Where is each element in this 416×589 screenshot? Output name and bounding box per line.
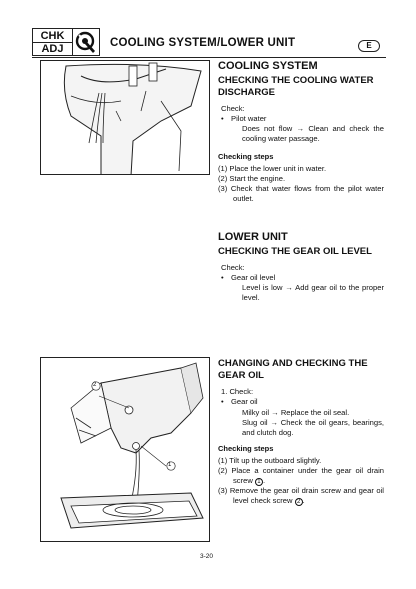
cooling-system-section	[218, 60, 384, 204]
adj-label: ADJ	[33, 42, 72, 55]
callout-2-ref: 2	[295, 498, 303, 506]
subsection-heading: CHECKING THE COOLING WATER DISCHARGE	[218, 75, 374, 98]
check-label: Check:	[221, 263, 245, 272]
step-item: (3) Check that water flows from the pilot water outlet.	[218, 184, 384, 203]
cooling-water-figure	[40, 60, 210, 175]
check-description-2: Slug oil → Check the oil gears, bearings, and clutch dog.	[242, 418, 384, 437]
language-badge: E	[358, 40, 380, 52]
chk-label: CHK	[40, 30, 65, 42]
steps-heading: Checking steps	[218, 152, 274, 161]
step-end: .	[262, 476, 266, 485]
section-heading: COOLING SYSTEM	[218, 60, 318, 72]
chk-adj-badge	[32, 28, 73, 56]
step-end: .	[302, 496, 305, 505]
step-item: (1) Place the lower unit in water.	[218, 164, 327, 173]
figure-callout-1: 1	[168, 462, 172, 468]
check-description: Level is low → Add gear oil to the proper level.	[242, 283, 384, 302]
step-item	[218, 486, 384, 506]
gear-oil-section	[218, 358, 384, 506]
step-item	[218, 466, 384, 486]
callout-1-ref: 1	[255, 478, 263, 486]
step-item: (2) Start the engine.	[218, 174, 286, 183]
wrench-check-icon	[73, 28, 100, 56]
check-item: • Gear oil	[218, 397, 384, 407]
step-text: (3) Remove the gear oil drain screw and gear oil level check screw	[218, 486, 384, 505]
page-number: 3-20	[200, 553, 214, 560]
check-description: Does not flow → Clean and check the cooling water passage.	[242, 124, 384, 143]
check-label: 1. Check:	[221, 387, 254, 396]
check-description-1: Milky oil → Replace the oil seal.	[242, 408, 350, 417]
section-heading: LOWER UNIT	[218, 231, 288, 243]
step-text: (2) Place a container under the gear oil drain screw	[218, 466, 384, 485]
check-item: • Pilot water	[218, 114, 384, 124]
lower-unit-section	[218, 231, 384, 303]
subsection-heading: CHANGING AND CHECKING THE GEAR OIL	[218, 358, 368, 381]
steps-heading: Checking steps	[218, 444, 274, 453]
page-title: COOLING SYSTEM/LOWER UNIT	[110, 37, 296, 49]
page-header	[32, 28, 386, 58]
figure-callout-2: 2	[93, 382, 97, 388]
check-label: Check:	[221, 104, 245, 113]
check-item: • Gear oil level	[218, 273, 384, 283]
step-item: (1) Tilt up the outboard slightly.	[218, 456, 322, 465]
gear-oil-drain-figure	[40, 357, 210, 542]
subsection-heading: CHECKING THE GEAR OIL LEVEL	[218, 246, 372, 257]
